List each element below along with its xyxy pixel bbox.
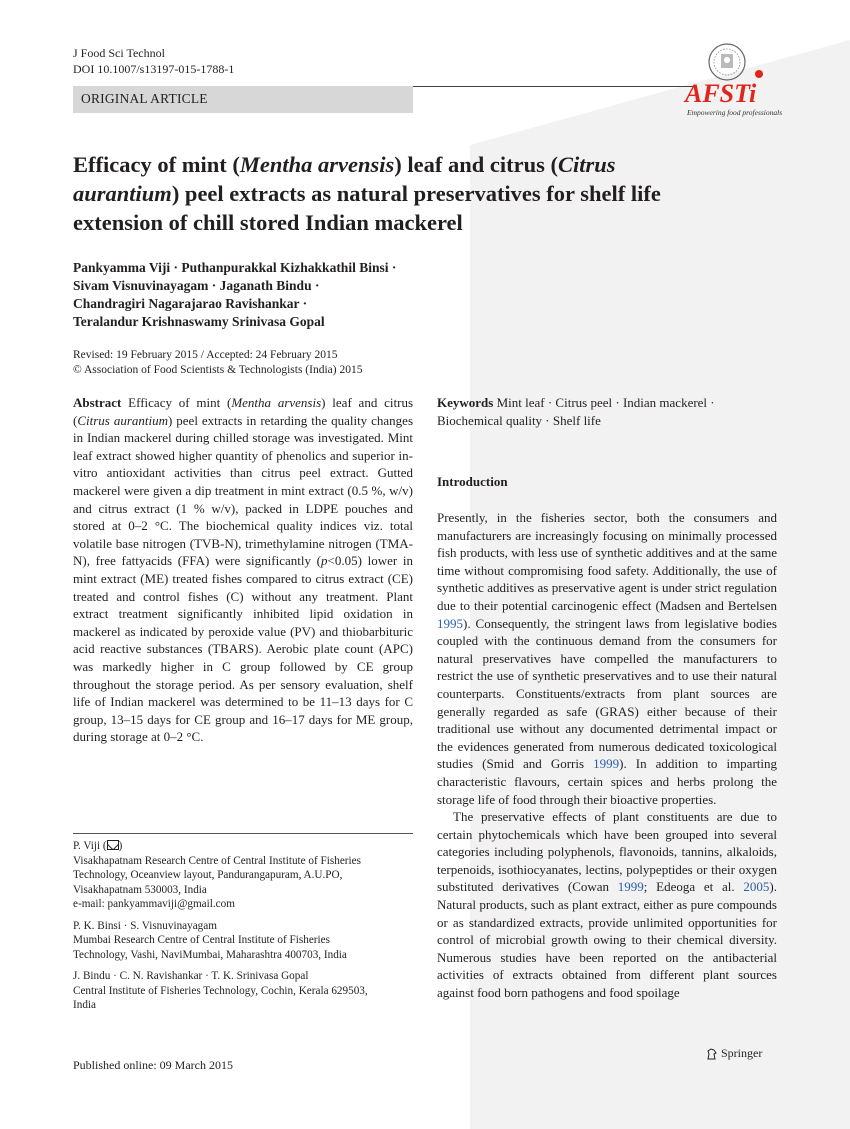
author-line: Pankyamma Viji · Puthanpurakkal Kizhakkathil Binsi · [73, 260, 397, 275]
copyright: © Association of Food Scientists & Technologists (India) 2015 [73, 364, 363, 376]
article-dates [73, 348, 473, 378]
header-rule [413, 86, 693, 87]
logo-tagline: Empowering food professionals [687, 108, 783, 117]
author-line: Chandragiri Nagarajarao Ravishankar · [73, 296, 308, 311]
affiliation-1: P. Viji ( ) Visakhapatnam Research Centre of Central Institute of Fisheries Technology, Oceanview layout, Pandurangapuram, A.U.PO, Visakhapatnam 530003, India e-mail: pankyammaviji@gmail.com [73, 839, 413, 912]
author-line: Teralandur Krishnaswamy Srinivasa Gopal [73, 314, 325, 329]
intro-paragraph-2: The preservative effects of plant constituents are due to certain phytochemicals which have been grouped into several categories including polyphenols, flavonoids, tannins, alkaloids, terpenoids, isothiocyanates, lectins, polypeptides or their oxygen substituted derivatives (Cowan 1999; Edeoga et al. 2005). Natural products, such as plant extract, either as pure compounds or as standardized extracts, provide unlimited opportunities for control of microbial growth owing to their chemical diversity. Numerous studies have been reported on the antibacterial activities of extracts obtained from different plant sources against food born pathogens and food spoilage [437, 809, 778, 1001]
introduction-heading: Introduction [437, 474, 508, 489]
publisher-name: Springer [721, 1046, 763, 1060]
doi[interactable]: DOI 10.1007/s13197-015-1788-1 [73, 62, 235, 76]
article-title: Efficacy of mint (Mentha arvensis) leaf and citrus (Citrus aurantium) peel extracts as natural preservatives for shelf life extension of chill stored Indian mackerel [73, 152, 661, 235]
envelope-icon [107, 840, 119, 850]
logo-text: AFSTi [685, 79, 757, 108]
published-online: Published online: 09 March 2015 [73, 1058, 233, 1072]
journal-name: J Food Sci Technol [73, 46, 165, 60]
citation-link[interactable]: 1999 [617, 879, 644, 895]
springer-horse-icon [706, 1048, 718, 1060]
author-list [73, 259, 473, 331]
citation-link[interactable]: 2005 [743, 879, 770, 895]
intro-paragraph-1: Presently, in the fisheries sector, both the consumers and manufacturers are increasingly focusing on minimally processed fish products, with less use of synthetic additives and at the same time without compromising food safety. Additionally, the use of synthetic additives as preservative agent is under strict regulation due to their potential carcinogenic effect (Madsen and Bertelsen 1995). Consequently, the stringent laws from legislative bodies coupled with the continuous demand from the consumers for natural preservatives have compelled the manufacturers to restrict the use of synthetic preservatives and to use their natural counterparts. Constituents/extracts from plant sources are generally regarded as safe (GRAS) either because of their traditional use without any documented detrimental impact or the evidences generated from numerous dedicated toxicological studies (Smid and Gorris 1999). In addition to imparting characteristic flavours, certain spices and herbs prolong the storage life of food through their bioactive properties. [437, 510, 777, 807]
abstract-heading: Abstract [73, 395, 122, 410]
introduction-body [437, 509, 777, 1002]
affiliation-3: J. Bindu · C. N. Ravishankar · T. K. Srinivasa Gopal Central Institute of Fisheries Technology, Cochin, Kerala 629503, India [73, 970, 368, 1011]
article-type: ORIGINAL ARTICLE [81, 91, 208, 106]
affiliation-2: P. K. Binsi · S. Visnuvinayagam Mumbai Research Centre of Central Institute of Fisheries Technology, Vashi, NaviMumbai, Maharashtra 400703, India [73, 919, 347, 961]
article-type-bar [73, 86, 413, 113]
keywords [437, 394, 777, 430]
citation-link[interactable]: 1999 [593, 756, 620, 772]
footnote-rule [73, 833, 413, 834]
email-link[interactable]: e-mail: pankyammaviji@gmail.com [73, 898, 235, 910]
journal-header [73, 45, 234, 77]
revision-dates: Revised: 19 February 2015 / Accepted: 24 February 2015 [73, 349, 338, 361]
afsti-logo [683, 40, 783, 120]
keywords-text: Mint leaf · Citrus peel · Indian mackerel · Biochemical quality · Shelf life [437, 395, 715, 428]
author-affiliations [73, 839, 413, 1020]
citation-link[interactable]: 1995 [437, 615, 463, 631]
author-line: Sivam Visnuvinayagam · Jaganath Bindu · [73, 278, 320, 293]
abstract: Abstract Efficacy of mint (Mentha arvensis) leaf and citrus (Citrus aurantium) peel extracts in retarding the quality changes in Indian mackerel during chilled storage was investigated. Mint leaf extract showed higher quantity of phenolics and superior in-vitro antioxidant activities than citrus peel extract. Gutted mackerel were given a dip treatment in mint extract (0.5 %, w/v) and citrus extract (1 % w/v), packed in LDPE pouches and stored at 0–2 °C. The biochemical quality indices viz. total volatile base nitrogen (TVB-N), trimethylamine nitrogen (TMA-N), free fattyacids (FFA) were significantly (p<0.05) lower in mint extract (ME) treated fishes compared to citrus extract (CE) treated and control fishes (C) without any treatment. Plant extract treatment significantly inhibited lipid oxidation in mackerel as indicated by peroxide value (PV) and thiobarbituric acid reactive substances (TBARS). Aerobic plate count (APC) was markedly higher in C group followed by CE group throughout the storage period. As per sensory evaluation, shelf life of Indian mackerel was determined to be 11–13 days for C group, 13–15 days for CE group and 16–17 days for ME group, during storage at 0–2 °C. [73, 395, 414, 745]
springer-mark [706, 1046, 762, 1061]
keywords-heading: Keywords [437, 395, 494, 410]
